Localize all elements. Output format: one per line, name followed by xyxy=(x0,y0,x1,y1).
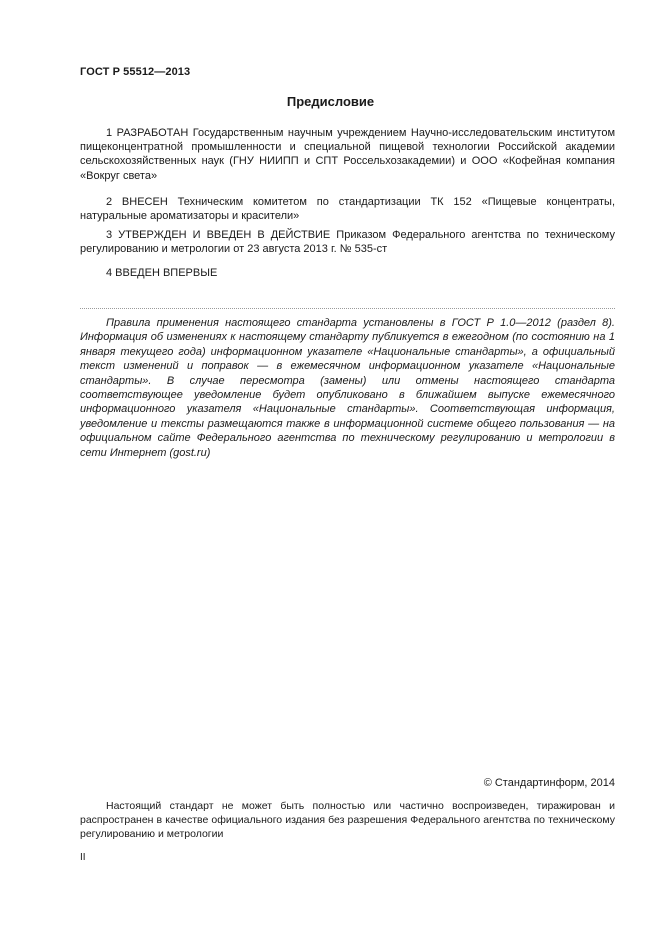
application-rules-note xyxy=(80,316,615,460)
foreword-item-2 xyxy=(80,195,615,223)
page-title: Предисловие xyxy=(286,94,375,109)
reproduction-notice-text: Настоящий стандарт не может быть полностью или частично воспроизведен, тиражирован и распространен в качестве официального издания без разрешения Федерального агентства по техническому регулированию и метрологии xyxy=(80,800,615,840)
application-rules-note-text: Правила применения настоящего стандарта установлены в ГОСТ Р 1.0—2012 (раздел 8). Информация об изменениях к настоящему стандарту публикуется в ежегодном (по состоянию на 1 января текущего года) информационном указателе «Национальные стандарты», а официальный текст изменений и поправок — в ежемесячном информационном указателе «Национальные стандарты». В случае пересмотра (замены) или отмены настоящего стандарта соответствующее уведомление будет опубликовано в ближайшем выпуске ежемесячного информационного указателя «Национальные стандарты». Соответствующая информация, уведомление и тексты размещаются также в информационной системе общего пользования — на официальном сайте Федерального агентства по техническому регулированию и метрологии в сети Интернет (gost.ru) xyxy=(80,317,615,459)
foreword-item-4-text: 4 ВВЕДЕН ВПЕРВЫЕ xyxy=(106,267,218,279)
foreword-item-4 xyxy=(80,266,615,280)
foreword-item-1 xyxy=(80,126,615,183)
reproduction-notice xyxy=(80,800,615,841)
separator-line xyxy=(80,308,615,309)
standard-code: ГОСТ Р 55512—2013 xyxy=(80,66,191,78)
page-number: II xyxy=(80,852,86,863)
foreword-item-2-text: 2 ВНЕСЕН Техническим комитетом по стандартизации ТК 152 «Пищевые концентраты, натуральные ароматизаторы и красители» xyxy=(80,196,615,223)
foreword-item-1-text: 1 РАЗРАБОТАН Государственным научным учреждением Научно-исследовательским институтом пищеконцентратной промышленности и специальной пищевой технологии Российской академии сельскохозяйственных наук (ГНУ НИИПП и СПТ Россельхозакадемии) и ООО «Кофейная компания «Вокруг света» xyxy=(80,127,615,182)
foreword-item-3 xyxy=(80,228,615,256)
copyright-notice: © Стандартинформ, 2014 xyxy=(483,777,615,789)
foreword-item-3-text: 3 УТВЕРЖДЕН И ВВЕДЕН В ДЕЙСТВИЕ Приказом Федерального агентства по техническому регулированию и метрологии от 23 августа 2013 г. № 535-ст xyxy=(80,229,615,256)
